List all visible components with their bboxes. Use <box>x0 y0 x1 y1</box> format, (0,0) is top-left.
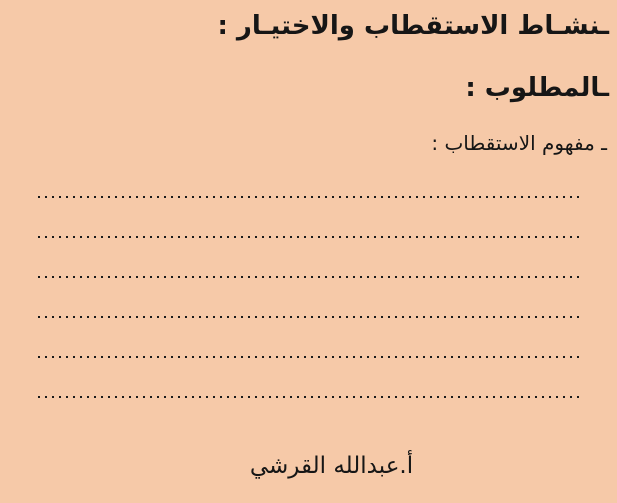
concept-heading: ـ مفهوم الاستقطاب : <box>431 131 607 155</box>
signature: أ.عبدالله القرشي <box>249 453 414 479</box>
dotted-answer-line <box>38 236 583 238</box>
dotted-answer-line <box>38 356 583 358</box>
required-heading: ـالمطلوب : <box>465 73 609 103</box>
answer-lines <box>38 196 583 436</box>
dotted-answer-line <box>38 196 583 198</box>
dotted-answer-line <box>38 276 583 278</box>
dotted-answer-line <box>38 396 583 398</box>
dotted-answer-line <box>38 316 583 318</box>
activity-title: ـنشـاط الاستقطاب والاختيـار : <box>217 11 609 41</box>
